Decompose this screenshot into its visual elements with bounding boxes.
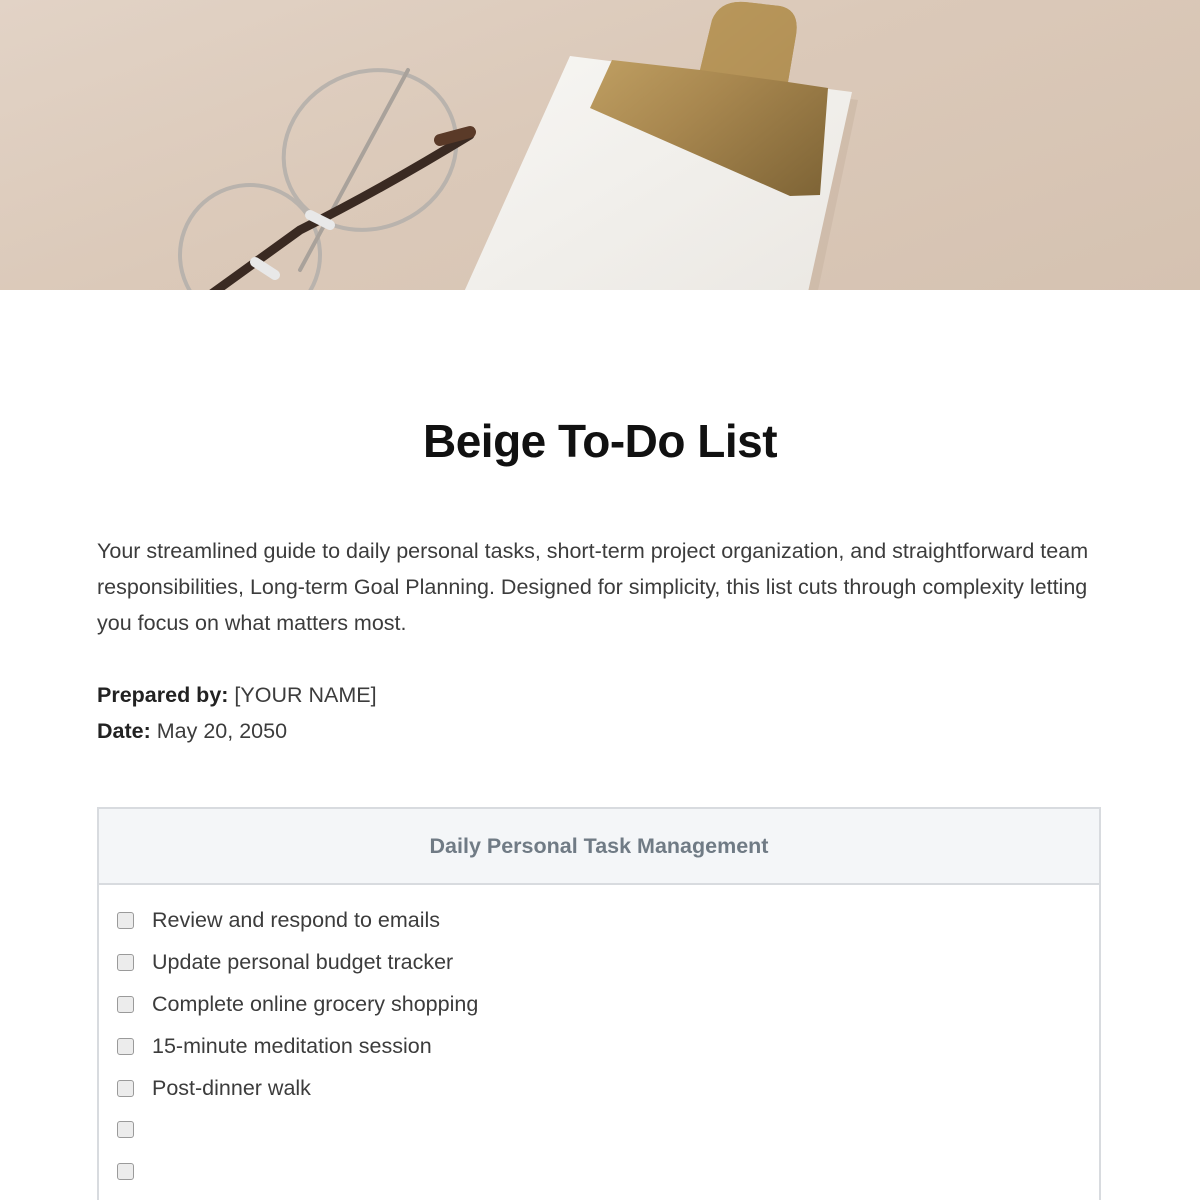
prepared-by-line xyxy=(97,677,377,713)
task-table-header: Daily Personal Task Management xyxy=(99,809,1099,885)
task-label: Post-dinner walk xyxy=(152,1075,311,1100)
task-checkbox[interactable] xyxy=(117,1163,134,1180)
prepared-by-value: [YOUR NAME] xyxy=(228,683,377,707)
task-item xyxy=(99,1109,1099,1151)
task-label: Complete online grocery shopping xyxy=(152,991,479,1016)
task-item xyxy=(99,1151,1099,1193)
task-checkbox[interactable] xyxy=(117,954,134,971)
task-item xyxy=(99,984,1099,1026)
task-checkbox[interactable] xyxy=(117,1080,134,1097)
task-checkbox[interactable] xyxy=(117,912,134,929)
date-label: Date: xyxy=(97,719,151,743)
task-label: Review and respond to emails xyxy=(152,908,441,933)
task-item xyxy=(99,1067,1099,1109)
task-checkbox[interactable] xyxy=(117,996,134,1013)
task-table xyxy=(97,807,1101,1200)
prepared-by-label: Prepared by: xyxy=(97,683,229,707)
task-checkbox[interactable] xyxy=(117,1038,134,1055)
document-meta xyxy=(97,677,377,749)
banner-image xyxy=(0,0,1200,290)
banner-illustration xyxy=(0,0,1200,290)
date-value: May 20, 2050 xyxy=(150,719,288,743)
task-checkbox[interactable] xyxy=(117,1121,134,1138)
task-label: 15-minute meditation session xyxy=(152,1033,432,1058)
task-label: Update personal budget tracker xyxy=(152,950,454,975)
task-item xyxy=(99,1025,1099,1067)
task-list xyxy=(99,885,1099,1193)
task-item xyxy=(99,942,1099,984)
page-title: Beige To-Do List xyxy=(422,415,778,467)
date-line xyxy=(97,713,377,749)
task-item xyxy=(99,900,1099,942)
intro-paragraph: Your streamlined guide to daily personal tasks, short-term project organization, and straightforward team responsibilities, Long-term Goal Planning. Designed for simplicity, this list cuts through complexity letting you focus on what matters most. xyxy=(97,539,1089,635)
eyeglasses-icon xyxy=(157,42,483,290)
